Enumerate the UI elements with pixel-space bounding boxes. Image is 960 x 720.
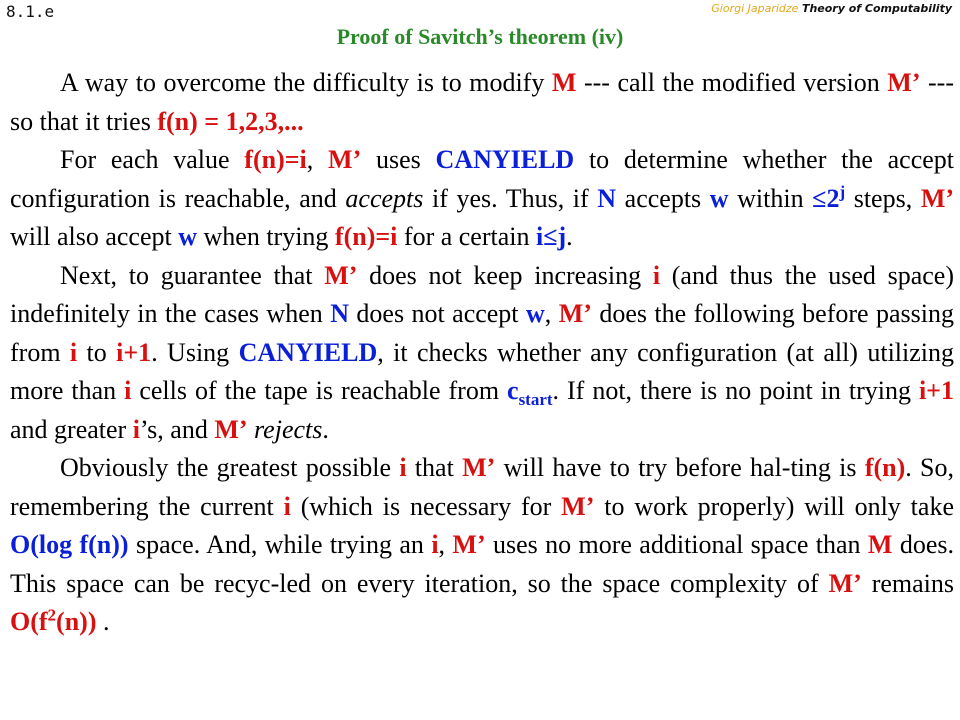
- text-segment: M’: [887, 68, 921, 97]
- text-segment: N: [597, 183, 617, 213]
- paragraph-p4: [10, 449, 954, 642]
- paragraph-p1: [10, 64, 954, 141]
- text-segment: O(f: [10, 607, 48, 636]
- text-segment: M’: [828, 568, 862, 598]
- text-segment: steps,: [845, 183, 921, 213]
- text-segment: ,: [306, 145, 329, 174]
- text-segment: ,: [438, 530, 453, 559]
- text-segment: uses: [361, 145, 436, 174]
- text-segment: --- so that it tries: [10, 68, 954, 136]
- text-segment: 2: [47, 605, 57, 625]
- text-segment: does not keep increasing: [357, 260, 653, 290]
- text-segment: w: [525, 299, 545, 328]
- paragraph-p3: [10, 257, 954, 450]
- text-segment: M’: [328, 145, 362, 174]
- text-segment: (and thus the used space) indefinitely in the cases when: [10, 260, 955, 328]
- course-name: Theory of Computability: [801, 2, 952, 15]
- text-segment: (which is necessary for: [290, 491, 562, 521]
- text-segment: i: [69, 337, 78, 367]
- text-segment: does not accept: [348, 299, 526, 328]
- text-segment: . If not, there is no point in trying: [552, 376, 919, 405]
- text-segment: .: [96, 607, 110, 636]
- text-segment: O(log f(n)): [10, 530, 129, 559]
- text-segment: if yes. Thus, if: [423, 183, 598, 213]
- text-segment: M’: [214, 414, 248, 444]
- text-segment: .: [566, 222, 573, 251]
- text-segment: N: [330, 299, 349, 328]
- text-segment: will also accept: [10, 222, 179, 251]
- text-segment: --- call the modified version: [576, 68, 888, 97]
- text-segment: to: [77, 337, 117, 367]
- text-segment: that: [406, 453, 463, 482]
- text-segment: . Using: [151, 337, 239, 367]
- text-segment: M’: [561, 491, 595, 521]
- text-segment: accepts: [616, 183, 710, 213]
- text-segment: A way to overcome the difficulty is to modify: [60, 68, 552, 97]
- text-segment: j: [839, 181, 846, 201]
- text-segment: M: [551, 68, 577, 97]
- text-segment: CANYIELD: [238, 337, 378, 367]
- text-segment: i≤j: [536, 222, 567, 251]
- text-segment: accepts: [345, 183, 424, 213]
- text-segment: f(n)=i: [244, 145, 307, 174]
- slide-body: [10, 64, 954, 642]
- text-segment: M’: [324, 260, 358, 290]
- text-segment: space. And, while trying an: [128, 530, 432, 559]
- text-segment: i: [124, 376, 132, 405]
- text-segment: M’: [452, 530, 486, 559]
- slide-number: 8.1.e: [6, 2, 55, 21]
- text-segment: i: [283, 491, 291, 521]
- text-segment: to determine whether the accept configuration is reachable, and: [10, 145, 955, 213]
- text-segment: and greater: [10, 414, 133, 444]
- text-segment: will have to try before hal-ting is: [495, 453, 865, 482]
- text-segment: M’: [558, 299, 592, 328]
- text-segment: . So, remembering the current: [10, 453, 954, 521]
- text-segment: i: [399, 453, 407, 482]
- text-segment: c: [507, 376, 519, 405]
- text-segment: CANYIELD: [435, 145, 575, 174]
- text-segment: w: [709, 183, 729, 213]
- text-segment: remains: [861, 568, 955, 598]
- text-segment: Obviously the greatest possible: [60, 453, 400, 482]
- course-header: [711, 2, 952, 15]
- slide-title: Proof of Savitch’s theorem (iv): [336, 24, 624, 49]
- text-segment: i: [132, 414, 140, 444]
- text-segment: i: [652, 260, 661, 290]
- text-segment: for a certain: [397, 222, 536, 251]
- text-segment: cells of the tape is reachable from: [131, 376, 508, 405]
- text-segment: f(n): [864, 453, 906, 482]
- text-segment: i+1: [116, 337, 152, 367]
- text-segment: ≤2: [812, 183, 840, 213]
- text-segment: rejects: [254, 414, 323, 444]
- text-segment: does. This space can be recyc-led on every iteration, so the space complexity of: [10, 530, 954, 598]
- text-segment: w: [178, 222, 197, 251]
- text-segment: f(n)=i: [334, 222, 398, 251]
- text-segment: Next, to guarantee that: [60, 260, 325, 290]
- text-segment: when trying: [197, 222, 335, 251]
- text-segment: does the following before passing from: [10, 299, 954, 367]
- text-segment: uses no more additional space than: [485, 530, 868, 559]
- text-segment: .: [322, 414, 329, 444]
- text-segment: f(n) = 1,2,3,...: [157, 106, 304, 136]
- author-name: Giorgi Japaridze: [711, 2, 799, 15]
- text-segment: i+1: [918, 376, 954, 405]
- text-segment: start: [518, 390, 553, 410]
- text-segment: M’: [920, 183, 955, 213]
- text-segment: (n)): [56, 607, 97, 636]
- paragraph-p2: [10, 141, 954, 257]
- text-segment: within: [728, 183, 813, 213]
- text-segment: M’: [462, 453, 496, 482]
- text-segment: For each value: [60, 145, 245, 174]
- text-segment: ,: [544, 299, 559, 328]
- text-segment: , it checks whether any configuration (at all) utilizing more than: [10, 337, 954, 405]
- text-segment: M: [867, 530, 893, 559]
- text-segment: to work properly) will only take: [594, 491, 954, 521]
- text-segment: i: [431, 530, 439, 559]
- text-segment: ’s, and: [139, 414, 215, 444]
